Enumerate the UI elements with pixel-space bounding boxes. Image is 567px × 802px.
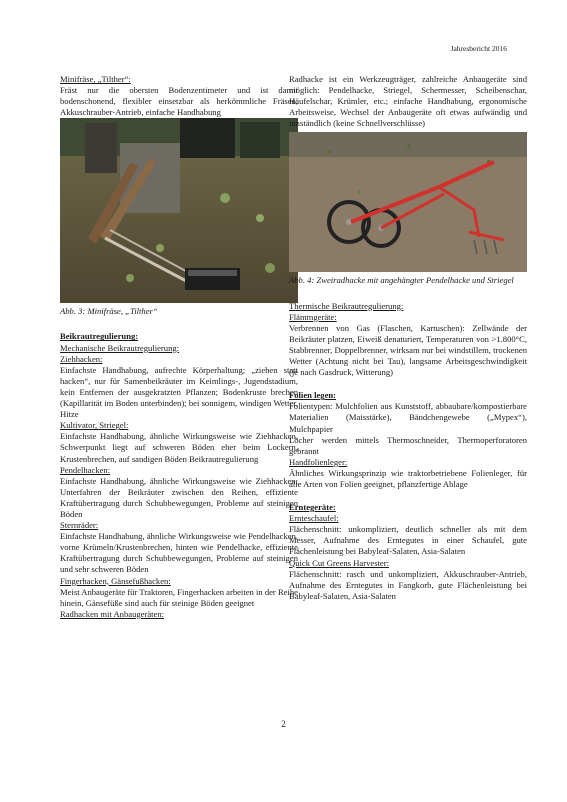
tilther-photo <box>60 118 298 303</box>
item-title: Ziehhacken: <box>60 353 103 364</box>
item-title: Fingerhacken, Gänsefußhacken: <box>60 575 171 586</box>
thermal-subtitle: Flämmgeräte: <box>289 311 337 322</box>
page-number: 2 <box>281 719 286 729</box>
right-column <box>289 74 527 602</box>
figure-3-caption: Abb. 3: Minifräse, „Tilther“ <box>60 306 158 317</box>
subsection-title: Mechanische Beikrautregulierung: <box>60 342 180 353</box>
radhacke-text: Radhacke ist ein Werkzeugträger, zahlreiche Anbaugeräte sind möglich: Pendelhacke, Striegel, Schermesser, Scheibenschar, Häufelschar, Krümler, etc.; einfache Handhabung, ergonomische Arbeitsweise, Wechsel der Anbaugeräte oft etwas aufwändig und umständlich (keine Schnellverschlüsse) <box>289 74 527 129</box>
report-header: Jahresbericht 2016 <box>450 44 507 53</box>
item-text: Einfachste Handhabung, ähnliche Wirkungsweise wie Pendelhacken, vorne Krümeln/Krustenbrechen, hinten wie Pendelhacke, effiziente Kraftübertragung durch Schubbewegungen, Probleme auf steinigen und sehr schweren Böden <box>60 531 298 575</box>
item-text: Meist Anbaugeräte für Traktoren, Fingerhacken arbeiten in der Reihe hinein, Gänsefüße sind auch für steinige Böden geeignet <box>60 586 298 608</box>
item-text: Einfachste Handhabung, ähnliche Wirkungsweise wie Ziehhacken; Unterfahren der Beikräuter zwischen den Reihen, effiziente Kraftübertragung durch Schubbewegungen, Probleme auf steinigen Böden <box>60 475 298 519</box>
item-title: Sternräder: <box>60 520 99 531</box>
item-title: Kultivator, Striegel: <box>60 420 129 431</box>
folienleger-title: Handfolienleger: <box>289 456 348 467</box>
item-text: Einfachste Handhabung, ähnliche Wirkungsweise wie Ziehhacken, Schwerpunkt liegt auf schweren Böden eher beim Lockern, Krustenbrechen, auf sandigen Böden Beikrautregulierung <box>60 431 298 464</box>
folienleger-text: Ähnliches Wirkungsprinzip wie traktorbetriebene Folienleger, für alle Arten von Folien geeignet, pflanzfertige Ablage <box>289 467 527 489</box>
quickcut-title: Quick Cut Greens Harvester: <box>289 557 389 568</box>
ernteschaufel-title: Ernteschaufel: <box>289 513 339 524</box>
left-column <box>60 74 298 620</box>
thermal-title: Thermische Beikrautregulierung: <box>289 300 404 311</box>
thermal-text: Verbrennen von Gas (Flaschen, Kartuschen): Zellwände der Beikräuter platzen, Eiweiß denaturiert, Temperaturen von >1.800°C, Stabbrenner, Doppelbrenner, wirksam nur bei windstillem, trockenen Wetter (Achtung nicht bei Tau), langsame Arbeitsgeschwindigkeit (je nach Gasdruck, Witterung) <box>289 322 527 378</box>
item-title: Pendelhacken: <box>60 464 111 475</box>
tilther-text: Fräst nur die obersten Bodenzentimeter und ist damit bodenschonend, flexibler einsetzbar als herkömmliche Fräsen, Akkuschrauber-Antrieb, einfache Handhabung <box>60 85 298 118</box>
section-title: Beikrautregulierung: <box>60 331 139 342</box>
folien-text: Folientypen: Mulchfolien aus Kunststoff, abbaubare/kompostierbare Materialien (Maisstärke), Bändchengewebe („Mypex“), Mulchpapier <box>289 401 527 434</box>
ernte-title: Erntegeräte: <box>289 502 336 513</box>
item-text: Einfachste Handhabung, aufrechte Körperhaltung; „ziehen statt hacken“, nur für Samenbeikräuter im Keimlings-, Jugendstadium, kein Entfernen der ausgekratzten Pflanzen; Bodenkruste brechen (Kapillarität im Boden unterbinden); bei sonnigem, windigen Wetter, Hitze <box>60 364 298 420</box>
item-title: Radhacken mit Anbaugeräten: <box>60 608 165 619</box>
folien-title: Folien legen: <box>289 390 337 401</box>
radhacke-photo <box>289 132 527 272</box>
folien-text-2: Löcher werden mittels Thermoschneider, Thermoperforatoren gebrannt <box>289 434 527 456</box>
tilther-title: Minifräse, „Tilther“: <box>60 74 131 84</box>
ernteschaufel-text: Flächenschnitt: unkompliziert, deutlich schneller als mit dem Messer, Aufnahme des Erntegutes in einer Schaufel, gute Flächenleistung bei Babyleaf-Salaten, Asia-Salaten <box>289 524 527 557</box>
figure-4-caption: Abb. 4: Zweiradhacke mit angehängter Pendelhacke und Striegel <box>289 275 514 286</box>
quickcut-text: Flächenschnitt: rasch und unkompliziert, Akkuschrauber-Antrieb, Aufnahme des Erntegutes in Fangkorb, gute Flächenleistung bei Babyleaf-Salaten, Asia-Salaten <box>289 568 527 601</box>
